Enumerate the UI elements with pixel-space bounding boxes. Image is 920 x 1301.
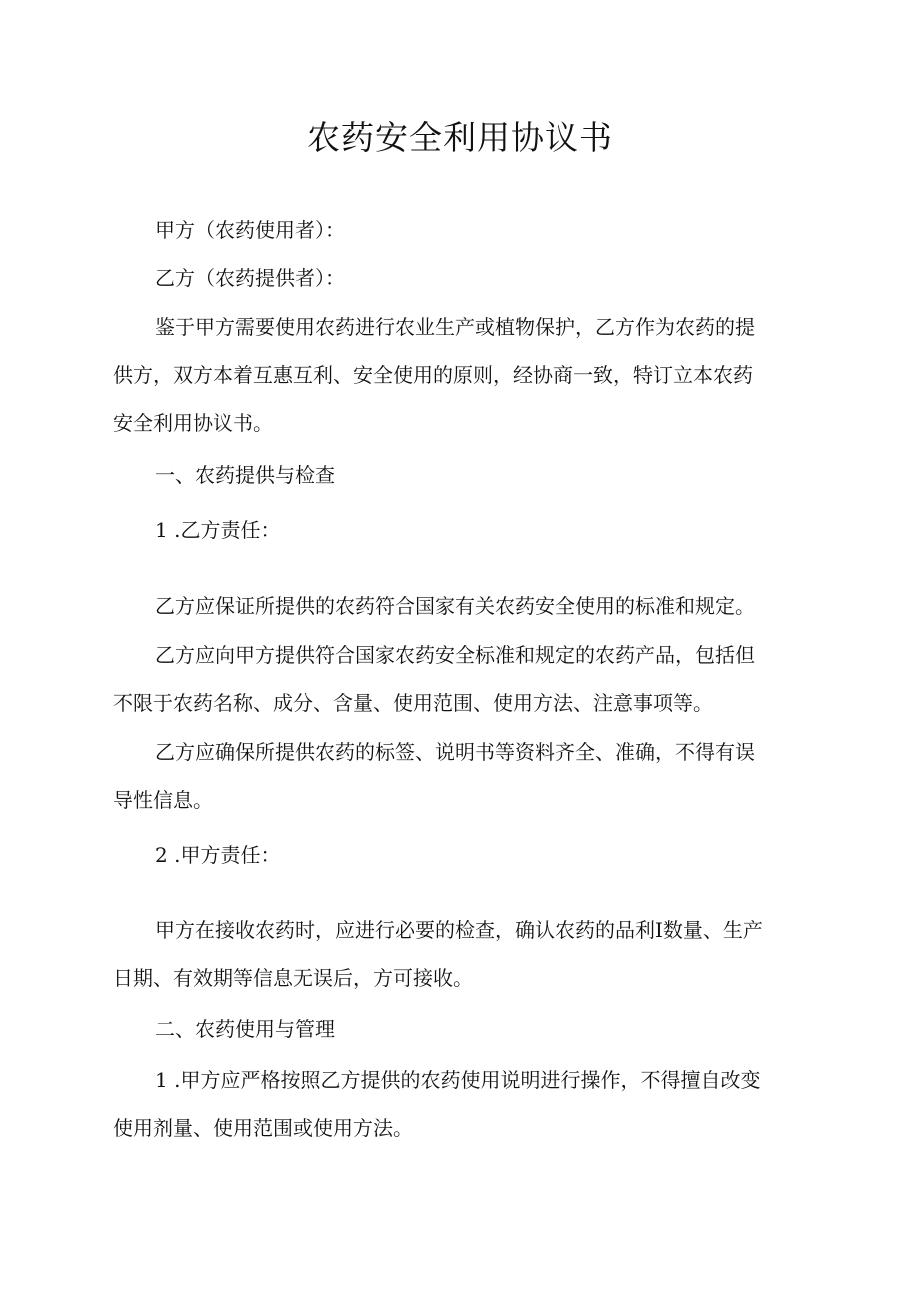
party-a-line: 甲方（农药使用者）： (155, 218, 345, 242)
section-2-heading: 二、农药使用与管理 (155, 1017, 335, 1041)
section-2-item-1-line-1: 1 .甲方应严格按照乙方提供的农药使用说明进行操作，不得擅自改变 (155, 1068, 761, 1092)
section-1-heading: 一、农药提供与检查 (155, 463, 335, 487)
document-title: 农药安全利用协议书 (307, 118, 613, 157)
intro-line-2: 供方，双方本着互惠互利、安全使用的原则，经协商一致，特订立本农药 (113, 363, 753, 387)
intro-line-3: 安全利用协议书。 (113, 411, 273, 435)
section-1-sub-1-paragraph-2-line-2: 不限于农药名称、成分、含量、使用范围、使用方法、注意事项等。 (113, 691, 713, 715)
section-1-sub-1-paragraph-3-line-1: 乙方应确保所提供农药的标签、说明书等资料齐全、准确，不得有误 (155, 740, 755, 764)
section-1-sub-2-label: 2 .甲方责任： (155, 843, 281, 867)
section-1-sub-1-paragraph-1: 乙方应保证所提供的农药符合国家有关农药安全使用的标准和规定。 (155, 594, 755, 618)
section-1-sub-2-paragraph-line-2: 日期、有效期等信息无误后，方可接收。 (113, 966, 473, 990)
section-1-sub-2-paragraph-line-1: 甲方在接收农药时，应进行必要的检查，确认农药的品利I数量、生产 (155, 918, 763, 942)
party-b-line: 乙方（农药提供者）： (155, 266, 345, 290)
section-1-sub-1-paragraph-2-line-1: 乙方应向甲方提供符合国家农药安全标准和规定的农药产品，包括但 (155, 643, 755, 667)
section-1-sub-1-label: 1 .乙方责任： (155, 518, 281, 542)
intro-line-1: 鉴于甲方需要使用农药进行农业生产或植物保护，乙方作为农药的提 (155, 315, 755, 339)
section-1-sub-1-paragraph-3-line-2: 导性信息。 (113, 788, 213, 812)
section-2-item-1-line-2: 使用剂量、使用范围或使用方法。 (113, 1116, 413, 1140)
